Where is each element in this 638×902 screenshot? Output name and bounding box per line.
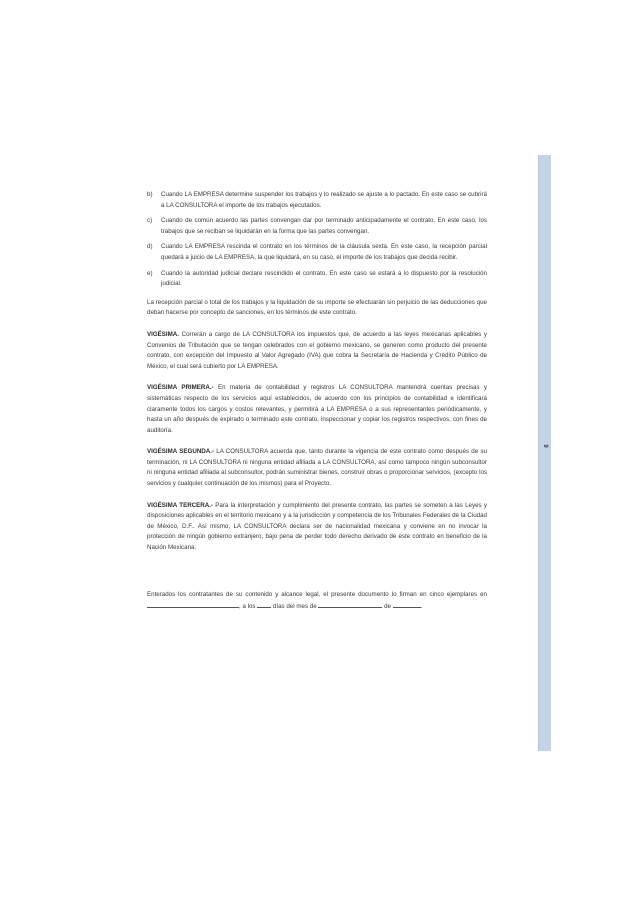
month-blank <box>318 600 382 608</box>
closing-paragraph <box>147 590 487 613</box>
clause-heading: VIGÉSIMA SEGUNDA.- <box>147 448 215 456</box>
reception-paragraph: La recepción parcial o total de los trabajos y la liquidación de su importe se efectuarán sin perjuicio de las deducciones que deban hacerse por concepto de sanciones, en los términos de este contrato. <box>147 298 487 317</box>
list-item-text: Cuando LA EMPRESA determine suspender los trabajos y lo realizado se ajuste a lo pactado. En este caso se cubrirá a LA CONSULTORA el importe de los trabajos ejecutados. <box>161 191 487 209</box>
clause-text: En materia de contabilidad y registros LA CONSULTORA mantendrá cuentas precisas y sistemáticas respecto de los servicios aquí establecidos, de acuerdo con los principios de contabilidad e identificará claramente todos los cargos y costos relevantes, y permitirá a LA EMPRESA o a sus representantes periódicamente, y hasta un año después de expirado o terminado este contrato, inspeccionar y copiar los registros respectivos, con fines de auditoría. <box>147 384 487 434</box>
place-blank <box>147 600 239 608</box>
year-blank <box>393 600 423 611</box>
clause-text: Correrán a cargo de LA CONSULTORA los impuestos que, de acuerdo a las leyes mexicanas aplicables y Convenios de Tributación que se tengan celebrados con el gobierno mexicano, se generen como producto del presente contrato, con excepción del Impuesto al Valor Agregado (IVA) que cobra la Secretaría de Hacienda y Crédito Público de México, el cual será cubierto por LA EMPRESA. <box>147 330 487 370</box>
clause-heading: VIGÉSIMA PRIMERA.- <box>147 384 214 392</box>
list-marker: e) <box>147 269 153 277</box>
day-blank <box>257 600 271 608</box>
list-marker: b) <box>147 191 153 198</box>
clause-vigesima-primera <box>147 383 487 436</box>
list-marker: c) <box>147 217 153 225</box>
clause-heading: VIGÉSIMA. <box>147 330 179 338</box>
clause-heading: VIGÉSIMA TERCERA.- <box>147 501 213 509</box>
closing-text-5: . <box>420 603 423 611</box>
list-item <box>147 216 487 237</box>
list-item <box>147 242 487 263</box>
list-item-text: Cuando LA EMPRESA rescinda el contrato en los términos de la cláusula sexta. En este caso, la recepción parcial quedará a juicio de LA EMPRESA, la que liquidará, en su caso, el importe de los trabajos que decida recibir. <box>161 243 487 261</box>
page-sidebar <box>538 155 551 751</box>
clause-vigesima-tercera <box>147 501 487 554</box>
clause-text: LA CONSULTORA acuerda que, tanto durante la vigencia de este contrato como después de su terminación, ni LA CONSULTORA ni ninguna entidad afiliada a LA CONSULTORA, así como tampoco ningún subconsultor ni ninguna entidad afiliada al subconsultor, podrán suministrar bienes, construir obras o proporcionar servicios, (excepto los servicios y cualquier continuación de los mismos) para el Proyecto. <box>147 448 487 488</box>
list-item-text: Cuando de común acuerdo las partes convengan dar por terminado anticipadamente el contrato. En este caso, los trabajos que se reciban se liquidarán en la forma que las partes convengan. <box>161 217 487 235</box>
list-item <box>147 269 487 290</box>
closing-text-2: , a los <box>239 603 258 611</box>
document-body <box>147 190 487 624</box>
list-item <box>147 190 487 211</box>
page-number: 9 <box>542 444 548 448</box>
termination-list <box>147 190 487 290</box>
list-item-text: Cuando la autoridad judicial declare rescindido el contrato. En este caso se estará a lo dispuesto por la resolución judicial. <box>161 269 487 288</box>
clause-vigesima-segunda <box>147 447 487 489</box>
clause-text: Para la interpretación y cumplimiento del presente contrato, las partes se someten a las Leyes y disposiciones aplicables en el territorio mexicano y a la jurisdicción y competencia de los Tribunales Federales de la Ciudad de México, D.F.. Así mismo, LA CONSULTORA declara ser de nacionalidad mexicana y conviene en no invocar la protección de ningún gobierno extranjero, bajo pena de perder todo derecho derivado de este contrato en beneficio de la Nación Mexicana. <box>147 501 487 552</box>
list-marker: d) <box>147 243 153 251</box>
closing-text-1: Enterados los contratantes de su contenido y alcance legal, el presente documento lo firman en cinco ejemplares en <box>147 590 487 598</box>
closing-text-4: de <box>382 603 393 611</box>
clause-vigesima <box>147 330 487 372</box>
closing-text-3: días del mes de <box>271 603 319 611</box>
